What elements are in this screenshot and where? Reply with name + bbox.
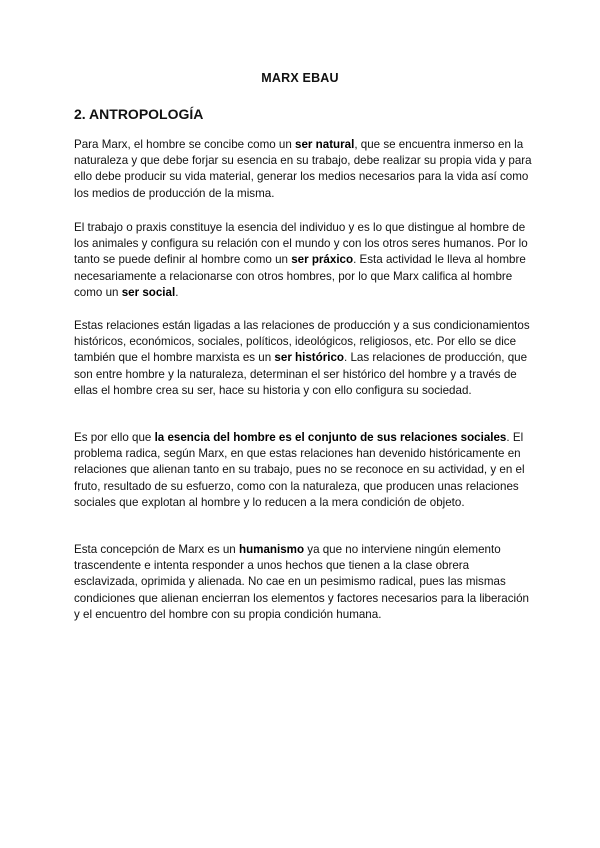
text-run: . El problema radica, según Marx, en que estas relaciones han devenido históricamente en relaciones que alienan tanto en su trabajo, pues no se reconoce en su actividad, y en el fruto, resultado de su esfuerzo, como con la naturaleza, que producen unas relaciones sociales que explotan al hombre y lo reducen a la mera condición de objeto. — [74, 431, 525, 509]
document-title: MARX EBAU — [261, 71, 339, 85]
paragraph-ser-natural — [74, 137, 532, 202]
bold-term: ser histórico — [274, 351, 345, 365]
paragraph-ser-praxico — [74, 220, 532, 301]
text-run: Esta concepción de Marx es un — [74, 543, 239, 556]
paragraph-humanismo — [74, 542, 532, 623]
text-run: Para Marx, el hombre se concibe como un — [74, 138, 296, 151]
text-run: . Esta actividad le lleva al hombre necesariamente a relacionarse con otros hombres, por lo que Marx califica al hombre como un — [74, 253, 526, 299]
bold-term: humanismo — [238, 543, 305, 556]
paragraph-ser-historico — [74, 318, 532, 399]
bold-term: ser social — [121, 285, 176, 299]
text-run: El trabajo o praxis constituye la esencia del individuo y es lo que distingue al hombre de los animales y configura su relación con el mundo y con los otros seres humanos. Por lo tanto se puede definir al hombre como un — [74, 221, 528, 267]
bold-term: ser natural — [295, 138, 355, 151]
text-run: . — [175, 285, 179, 299]
text-run: ya que no interviene ningún elemento trascendente e intenta responder a unos hechos que tienen a la clase obrera esclavizada, oprimida y alienada. No cae en un pesimismo radical, pues las mismas condiciones que alienan encierran los elementos y factores necesarios para la liberación y el encuentro del hombre con su propia condición humana. — [74, 543, 529, 621]
section-heading: 2. ANTROPOLOGÍA — [74, 106, 204, 122]
text-run: Estas relaciones están ligadas a las relaciones de producción y a sus condicionamientos históricos, económicos, sociales, políticos, ideológicos, religiosos, etc. Por ello se dice también que el hombre marxista es un — [74, 319, 530, 365]
paragraph-esencia-del-hombre — [74, 430, 532, 511]
text-run: Es por ello que — [74, 431, 155, 444]
text-run: , que se encuentra inmerso en la naturaleza y que debe forjar su esencia en su trabajo, debe realizar su propia vida y para ello debe producir su vida material, generar los medios necesarios para la vida así como los medios de producción de la misma. — [74, 138, 532, 200]
bold-term: la esencia del hombre es el conjunto de sus relaciones sociales — [154, 431, 507, 444]
text-run: . Las relaciones de producción, que son entre hombre y la naturaleza, determinan el ser histórico del hombre y a través de ellas el hombre crea su ser, hace su historia y con ello configura su sociedad. — [74, 351, 528, 397]
bold-term: ser práxico — [291, 253, 354, 267]
